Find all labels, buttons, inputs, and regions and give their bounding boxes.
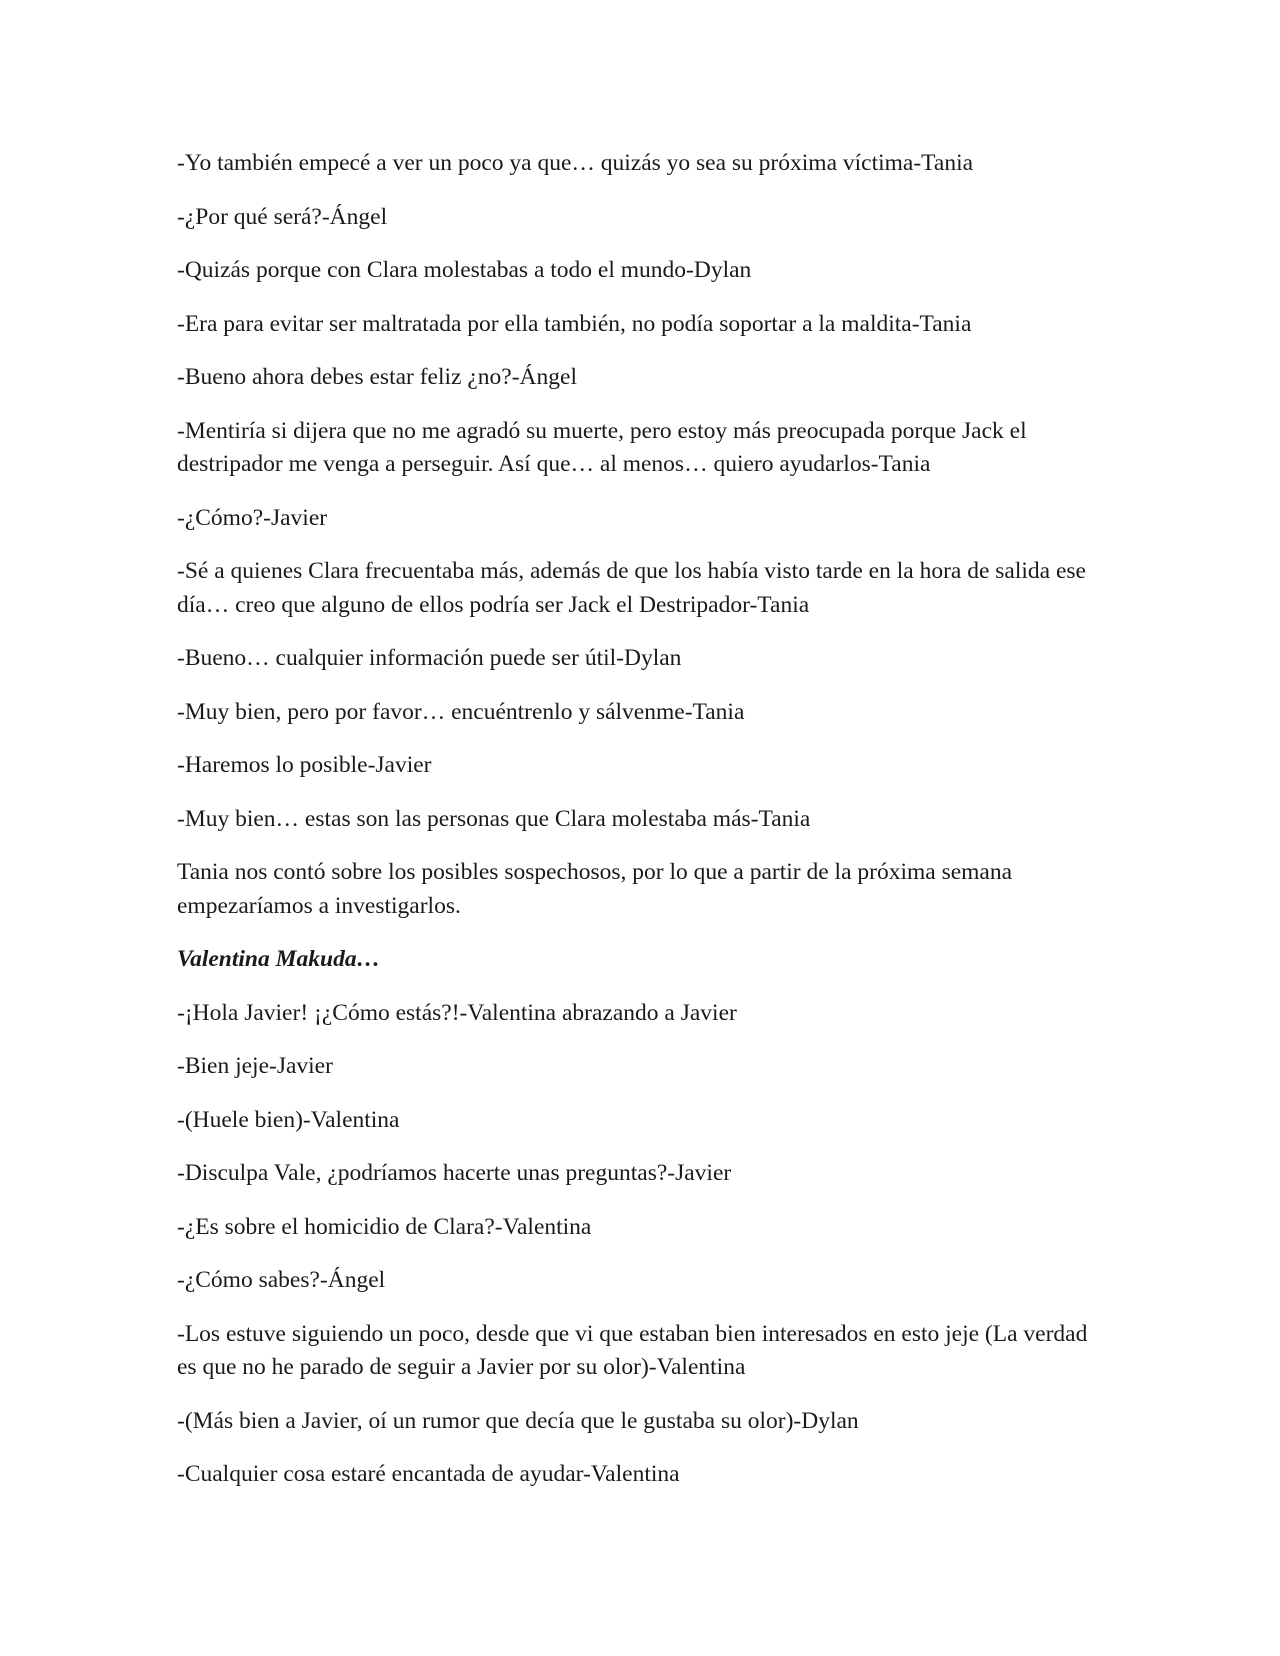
dialogue-line: -Disculpa Vale, ¿podríamos hacerte unas preguntas?-Javier bbox=[177, 1160, 732, 1186]
dialogue-line: -Haremos lo posible-Javier bbox=[177, 752, 432, 778]
dialogue-line: -(Huele bien)-Valentina bbox=[177, 1106, 400, 1133]
dialogue-line: -Mentiría si dijera que no me agradó su muerte, pero estoy más preocupada porque Jack el destripador me venga a perseguir. Así que… al menos… quiero ayudarlos-Tania bbox=[177, 417, 1027, 477]
dialogue-line: -Sé a quienes Clara frecuentaba más, además de que los había visto tarde en la hora de salida ese día… creo que alguno de ellos podría ser Jack el Destripador-Tania bbox=[177, 558, 1086, 618]
document-page bbox=[177, 147, 1097, 1512]
dialogue-line: -Cualquier cosa estaré encantada de ayudar-Valentina bbox=[177, 1461, 680, 1487]
dialogue-line: -¿Por qué será?-Ángel bbox=[177, 203, 388, 230]
dialogue-line: -Muy bien… estas son las personas que Clara molestaba más-Tania bbox=[177, 805, 811, 832]
narration-paragraph: Tania nos contó sobre los posibles sospechosos, por lo que a partir de la próxima semana empezaríamos a investigarlos. bbox=[177, 859, 1013, 919]
dialogue-line: -Bien jeje-Javier bbox=[177, 1053, 333, 1079]
dialogue-line: -Yo también empecé a ver un poco ya que… quizás yo sea su próxima víctima-Tania bbox=[177, 150, 974, 176]
dialogue-line: -Los estuve siguiendo un poco, desde que vi que estaban bien interesados en esto jeje (La verdad es que no he parado de seguir a Javier por su olor)-Valentina bbox=[177, 1320, 1088, 1380]
section-heading: Valentina Makuda… bbox=[177, 946, 381, 972]
dialogue-line: -Bueno ahora debes estar feliz ¿no?-Ángel bbox=[177, 364, 577, 390]
dialogue-line: -Bueno… cualquier información puede ser útil-Dylan bbox=[177, 645, 682, 671]
dialogue-line: -Era para evitar ser maltratada por ella también, no podía soportar a la maldita-Tania bbox=[177, 310, 972, 337]
dialogue-line: -¿Cómo?-Javier bbox=[177, 504, 328, 531]
dialogue-line: -¡Hola Javier! ¡¿Cómo estás?!-Valentina abrazando a Javier bbox=[177, 999, 737, 1026]
dialogue-line: -Quizás porque con Clara molestabas a todo el mundo-Dylan bbox=[177, 257, 752, 283]
dialogue-line: -(Más bien a Javier, oí un rumor que decía que le gustaba su olor)-Dylan bbox=[177, 1407, 859, 1434]
dialogue-line: -Muy bien, pero por favor… encuéntrenlo y sálvenme-Tania bbox=[177, 698, 745, 725]
dialogue-line: -¿Es sobre el homicidio de Clara?-Valentina bbox=[177, 1213, 592, 1240]
dialogue-line: -¿Cómo sabes?-Ángel bbox=[177, 1267, 386, 1293]
